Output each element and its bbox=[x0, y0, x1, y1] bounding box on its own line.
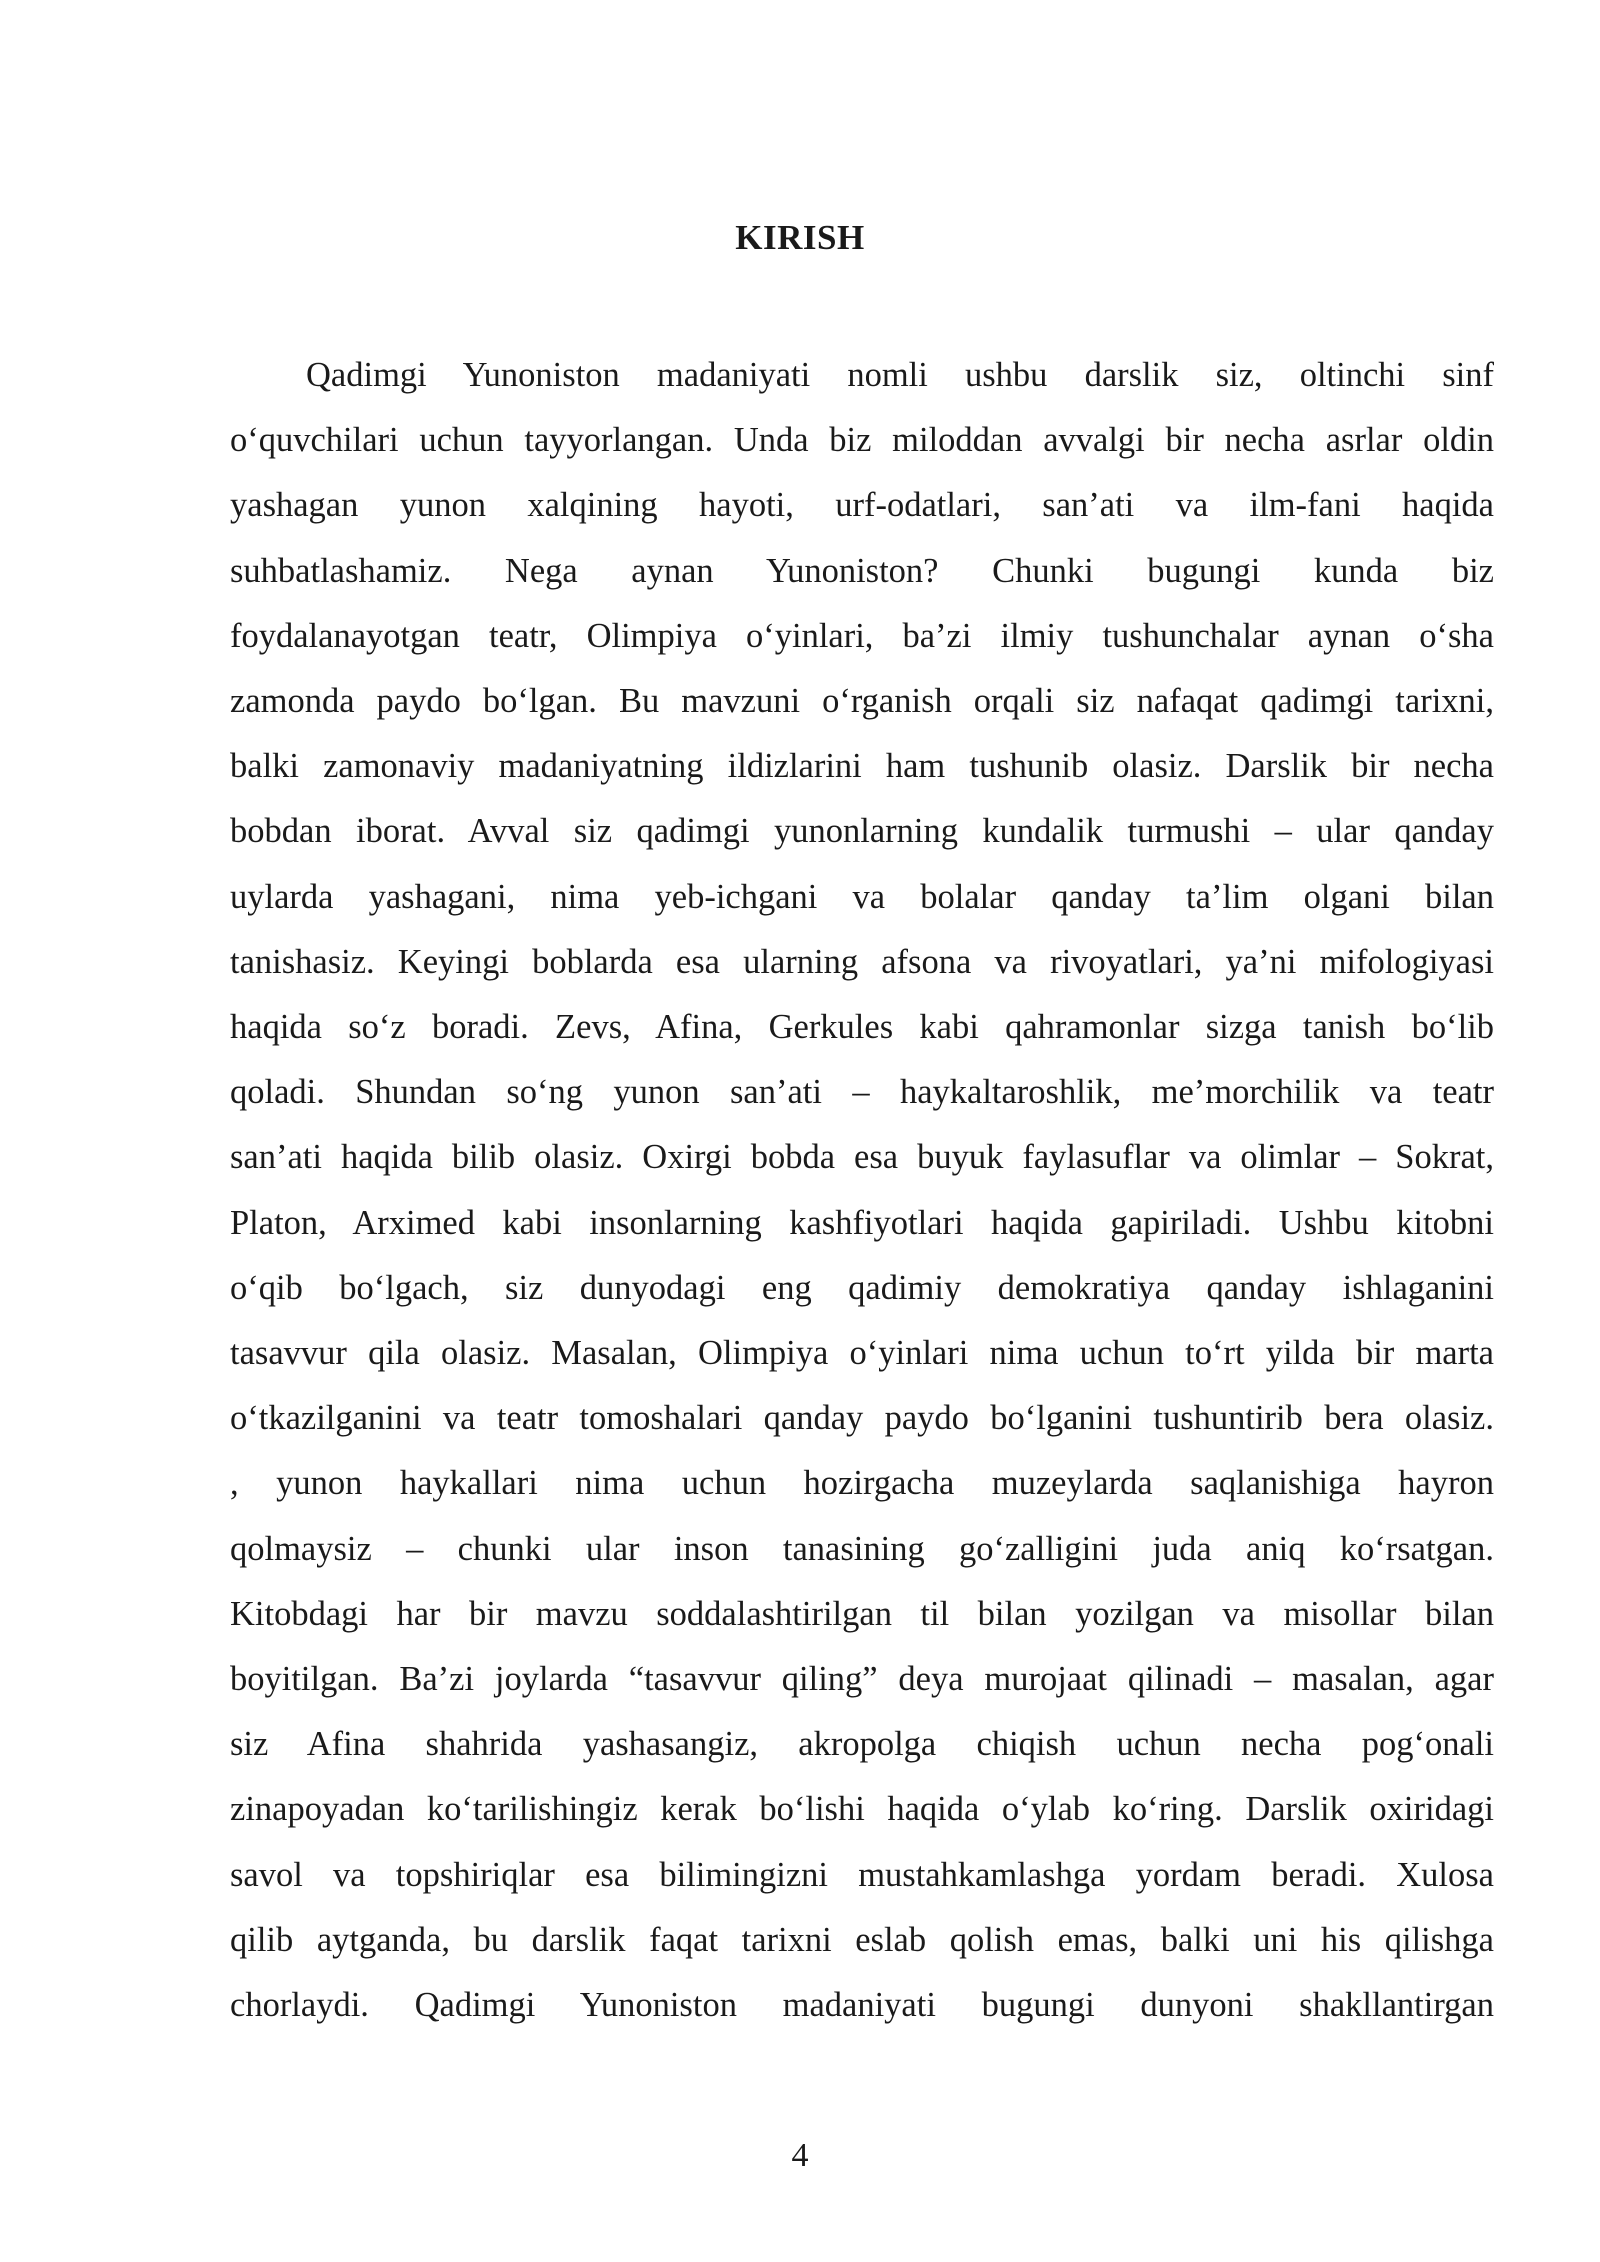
text-line: zamonda paydo bo‘lgan. Bu mavzuni o‘rganish orqali siz nafaqat qadimgi tarixni, bbox=[230, 682, 1494, 721]
text-line: bobdan iborat. Avval siz qadimgi yunonlarning kundalik turmushi – ular qanday bbox=[230, 812, 1494, 851]
text-line: Kitobdagi har bir mavzu soddalashtirilgan til bilan yozilgan va misollar bilan bbox=[230, 1594, 1494, 1633]
text-line: qoladi. Shundan so‘ng yunon san’ati – haykaltaroshlik, me’morchilik va teatr bbox=[230, 1073, 1494, 1112]
text-line: yashagan yunon xalqining hayoti, urf-odatlari, san’ati va ilm-fani haqida bbox=[230, 486, 1494, 525]
text-line: chorlaydi. Qadimgi Yunoniston madaniyati bugungi dunyoni shakllantirgan bbox=[230, 1986, 1494, 2025]
body-paragraph bbox=[230, 343, 1494, 2038]
text-line: Qadimgi Yunoniston madaniyati nomli ushbu darslik siz, oltinchi sinf bbox=[306, 356, 1494, 394]
text-line: suhbatlashamiz. Nega aynan Yunoniston? Chunki bugungi kunda biz bbox=[230, 551, 1494, 590]
text-line: zinapoyadan ko‘tarilishingiz kerak bo‘lishi haqida o‘ylab ko‘ring. Darslik oxiridagi bbox=[230, 1790, 1494, 1829]
text-line: tasavvur qila olasiz. Masalan, Olimpiya o‘yinlari nima uchun to‘rt yilda bir marta bbox=[230, 1334, 1494, 1373]
text-line: haqida so‘z boradi. Zevs, Afina, Gerkules kabi qahramonlar sizga tanish bo‘lib bbox=[230, 1008, 1494, 1047]
text-line: Platon, Arximed kabi insonlarning kashfiyotlari haqida gapiriladi. Ushbu kitobni bbox=[230, 1203, 1494, 1242]
text-line: uylarda yashagani, nima yeb-ichgani va bolalar qanday ta’lim olgani bilan bbox=[230, 877, 1494, 916]
page-number: 4 bbox=[791, 2137, 809, 2174]
text-line: qolmaysiz – chunki ular inson tanasining go‘zalligini juda aniq ko‘rsatgan. bbox=[230, 1529, 1494, 1568]
text-line: o‘qib bo‘lgach, siz dunyodagi eng qadimiy demokratiya qanday ishlaganini bbox=[230, 1268, 1494, 1307]
text-line: balki zamonaviy madaniyatning ildizlarini ham tushunib olasiz. Darslik bir necha bbox=[230, 747, 1494, 786]
text-line: tanishasiz. Keyingi boblarda esa ularning afsona va rivoyatlari, ya’ni mifologiyasi bbox=[230, 942, 1494, 981]
text-line: o‘tkazilganini va teatr tomoshalari qanday paydo bo‘lganini tushuntirib bera olasiz. bbox=[230, 1399, 1494, 1438]
text-line: savol va topshiriqlar esa bilimingizni mustahkamlashga yordam beradi. Xulosa bbox=[230, 1855, 1494, 1894]
page-title: KIRISH bbox=[735, 218, 865, 257]
text-line: siz Afina shahrida yashasangiz, akropolga chiqish uchun necha pog‘onali bbox=[230, 1725, 1494, 1764]
text-line: qilib aytganda, bu darslik faqat tarixni eslab qolish emas, balki uni his qilishga bbox=[230, 1920, 1494, 1959]
text-line: o‘quvchilari uchun tayyorlangan. Unda biz miloddan avvalgi bir necha asrlar oldin bbox=[230, 421, 1494, 460]
text-line: foydalanayotgan teatr, Olimpiya o‘yinlari, ba’zi ilmiy tushunchalar aynan o‘sha bbox=[230, 616, 1494, 655]
text-line: san’ati haqida bilib olasiz. Oxirgi bobda esa buyuk faylasuflar va olimlar – Sokrat, bbox=[230, 1138, 1494, 1177]
text-line: , yunon haykallari nima uchun hozirgacha muzeylarda saqlanishiga hayron bbox=[230, 1464, 1494, 1503]
text-line: boyitilgan. Ba’zi joylarda “tasavvur qiling” deya murojaat qilinadi – masalan, agar bbox=[230, 1660, 1494, 1699]
